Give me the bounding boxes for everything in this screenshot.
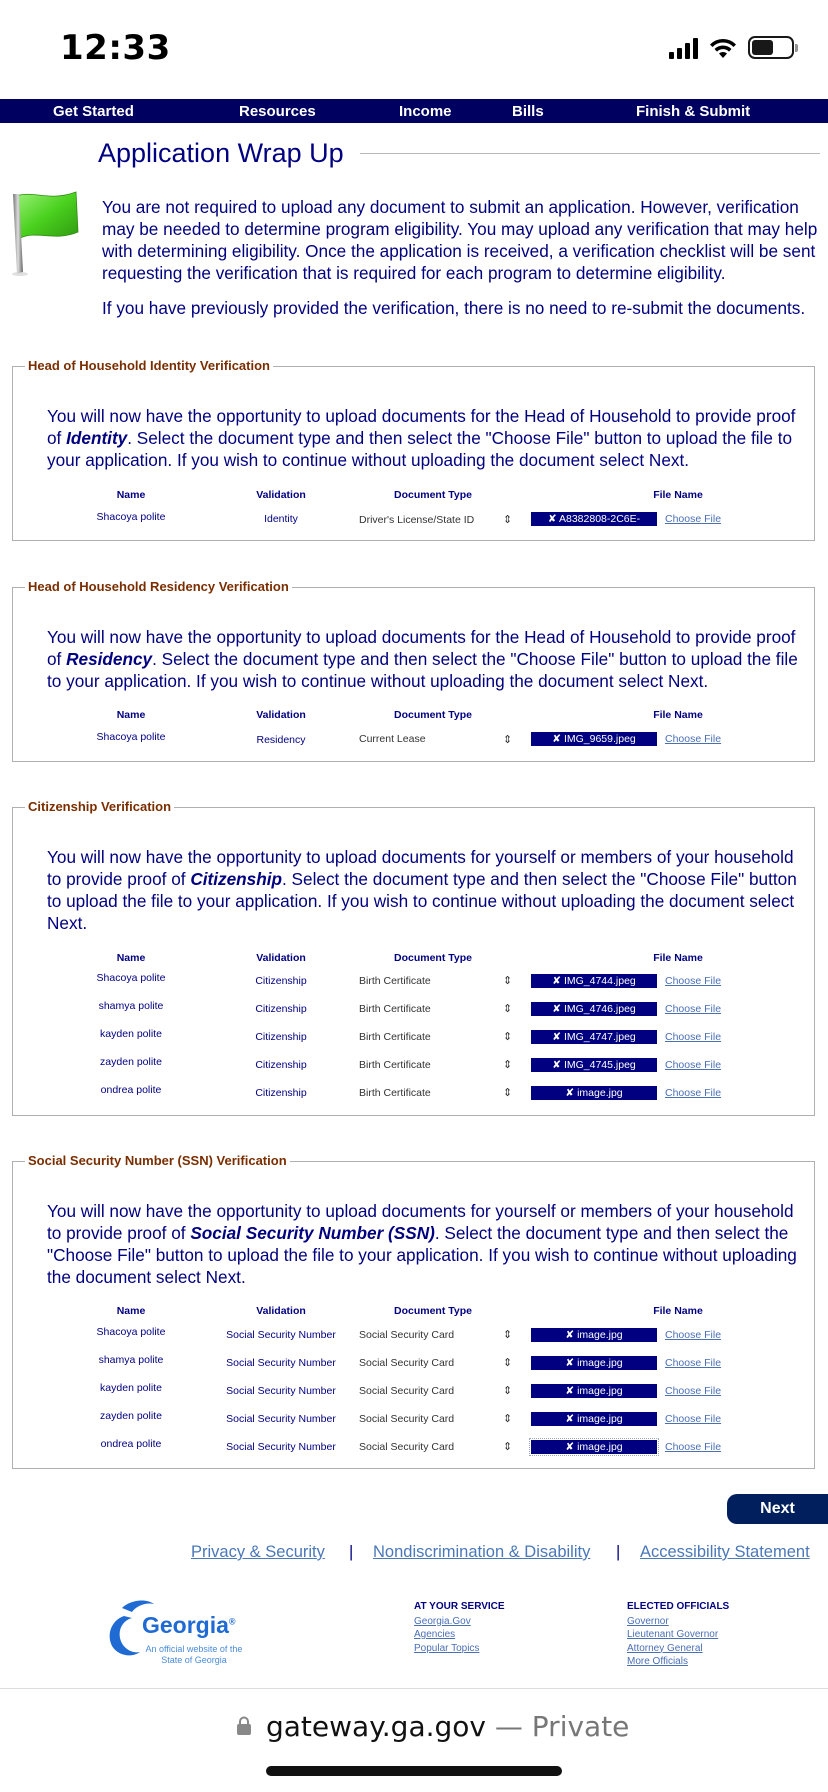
document-type-select[interactable]: Birth Certificate <box>359 1087 431 1099</box>
nav-bills[interactable]: Bills <box>512 103 544 120</box>
section-description: You will now have the opportunity to upload documents for the Head of Household to provide proof of Residency. Select the document type and then select the "Choose File" button to upload the file to your application. If you wish to continue without uploading the document select Next. <box>47 627 798 691</box>
document-type-select[interactable]: Birth Certificate <box>359 1059 431 1071</box>
row-validation: Social Security Number <box>226 1357 336 1369</box>
section-legend: Citizenship Verification <box>25 799 174 814</box>
document-type-select[interactable]: Birth Certificate <box>359 975 431 987</box>
select-chevron-icon: ⇕ <box>503 975 513 987</box>
popular-topics-link[interactable]: Popular Topics <box>414 1642 480 1654</box>
document-type-select[interactable]: Birth Certificate <box>359 1003 431 1015</box>
select-chevron-icon: ⇕ <box>503 1385 513 1397</box>
document-type-select[interactable]: Social Security Card <box>359 1441 455 1453</box>
col-document-type: Document Type <box>394 709 472 721</box>
file-name-box[interactable]: ✘ IMG_4746.jpeg <box>531 1002 657 1016</box>
nav-finish-submit[interactable]: Finish & Submit <box>636 103 751 120</box>
select-chevron-icon: ⇕ <box>503 1413 513 1425</box>
row-name: ondrea polite <box>100 1084 162 1096</box>
nav-get-started[interactable]: Get Started <box>53 103 134 120</box>
row-name: shamya polite <box>98 1000 164 1012</box>
col-document-type: Document Type <box>394 952 472 964</box>
home-indicator <box>266 1766 562 1776</box>
select-chevron-icon: ⇕ <box>503 1003 513 1015</box>
document-type-select[interactable]: Social Security Card <box>359 1413 455 1425</box>
file-name-box[interactable]: ✘ A8382808-2C6E- <box>531 512 657 526</box>
file-name-box[interactable]: ✘ image.jpg <box>531 1086 657 1100</box>
nav-resources[interactable]: Resources <box>239 103 316 120</box>
row-name: Shacoya polite <box>96 1326 166 1338</box>
col-validation: Validation <box>256 709 306 721</box>
elected-officials-title: ELECTED OFFICIALS <box>627 1601 730 1612</box>
choose-file-link[interactable]: Choose File <box>665 1385 722 1397</box>
file-name-box[interactable]: ✘ image.jpg <box>531 1412 657 1426</box>
choose-file-link[interactable]: Choose File <box>665 1031 722 1043</box>
section-description: You will now have the opportunity to upload documents for the Head of Household to provide proof of Identity. Select the document type and then select the "Choose File" button to upload the file to your application. If you wish to continue without uploading the document select Next. <box>47 406 796 470</box>
georgia-gov-link[interactable]: Georgia.Gov <box>414 1615 471 1627</box>
section-legend: Social Security Number (SSN) Verification <box>25 1153 290 1168</box>
signal-icon <box>669 37 698 59</box>
row-name: shamya polite <box>98 1354 164 1366</box>
document-type-select[interactable]: Driver's License/State ID <box>359 514 475 526</box>
col-name: Name <box>116 952 146 964</box>
file-name-box[interactable]: ✘ image.jpg <box>531 1440 657 1454</box>
row-validation: Social Security Number <box>226 1441 336 1453</box>
lieutenant-governor-link[interactable]: Lieutenant Governor <box>627 1629 719 1640</box>
col-validation: Validation <box>256 952 306 964</box>
footer-separator: | <box>349 1543 354 1561</box>
file-name-box[interactable]: ✘ IMG_4745.jpeg <box>531 1058 657 1072</box>
select-chevron-icon: ⇕ <box>503 1441 513 1453</box>
governor-link[interactable]: Governor <box>627 1615 669 1627</box>
file-name-box[interactable]: ✘ IMG_9659.jpeg <box>531 732 657 746</box>
row-name: Shacoya polite <box>96 731 166 743</box>
row-name: kayden polite <box>100 1028 162 1040</box>
row-validation: Social Security Number <box>226 1413 336 1425</box>
section-identity-verification <box>12 358 815 541</box>
col-name: Name <box>116 489 146 501</box>
choose-file-link[interactable]: Choose File <box>665 1059 722 1071</box>
col-validation: Validation <box>256 489 306 501</box>
nondiscrimination-link[interactable]: Nondiscrimination & Disability <box>373 1543 591 1561</box>
row-validation: Citizenship <box>255 975 307 987</box>
row-validation: Citizenship <box>255 1031 307 1043</box>
row-name: Shacoya polite <box>96 511 166 523</box>
choose-file-link[interactable]: Choose File <box>665 1003 722 1015</box>
browser-address-bar <box>0 1700 828 1792</box>
choose-file-link[interactable]: Choose File <box>665 1413 722 1425</box>
choose-file-link[interactable]: Choose File <box>665 1087 722 1099</box>
col-file-name: File Name <box>653 489 703 501</box>
more-officials-link[interactable]: More Officials <box>627 1656 688 1667</box>
section-citizenship-verification <box>12 799 815 1116</box>
choose-file-link[interactable]: Choose File <box>665 975 722 987</box>
section-description: You will now have the opportunity to upload documents for yourself or members of your household to provide proof of Citizenship. Select the document type and then select the "Choose File" button to upload the file to your application. If you wish to continue without uploading the document select Next. <box>47 847 797 933</box>
document-type-select[interactable]: Current Lease <box>359 733 426 745</box>
top-nav <box>0 99 828 123</box>
status-bar <box>0 0 828 98</box>
row-name: Shacoya polite <box>96 972 166 984</box>
file-name-box[interactable]: ✘ IMG_4747.jpeg <box>531 1030 657 1044</box>
row-validation: Residency <box>256 734 306 746</box>
footer-divider <box>0 1688 828 1689</box>
document-type-select[interactable]: Social Security Card <box>359 1329 455 1341</box>
col-file-name: File Name <box>653 709 703 721</box>
status-time: 12:33 <box>60 28 171 68</box>
row-validation: Social Security Number <box>226 1329 336 1341</box>
section-description: You will now have the opportunity to upload documents for yourself or members of your household to provide proof of Social Security Number (SSN). Select the document type and then select the "Choose File" button to upload the file to your application. If you wish to continue without uploading the document select Next. <box>47 1201 797 1287</box>
document-type-select[interactable]: Birth Certificate <box>359 1031 431 1043</box>
select-chevron-icon: ⇕ <box>503 514 513 526</box>
row-name: kayden polite <box>100 1382 162 1394</box>
nav-income[interactable]: Income <box>399 103 452 120</box>
row-validation: Citizenship <box>255 1059 307 1071</box>
section-ssn-verification <box>12 1153 815 1469</box>
intro-paragraph-1: You are not required to upload any document to submit an application. However, verification may be needed to determine program eligibility. You may upload any verification that may help with determining eligibility. Once the application is received, a verification checklist will be sent requesting the verification that is required for each program to determine eligibility. <box>102 197 818 283</box>
select-chevron-icon: ⇕ <box>503 1087 513 1099</box>
flag-icon <box>4 188 84 278</box>
file-name-box[interactable]: ✘ image.jpg <box>531 1384 657 1398</box>
lock-icon <box>236 1716 252 1736</box>
col-name: Name <box>116 1305 146 1317</box>
select-chevron-icon: ⇕ <box>503 1329 513 1341</box>
select-chevron-icon: ⇕ <box>503 1357 513 1369</box>
georgia-official-text: An official website of the State of Georgia <box>145 1644 243 1665</box>
at-your-service <box>414 1600 505 1655</box>
status-icons <box>669 36 794 59</box>
privacy-security-link[interactable]: Privacy & Security <box>191 1543 325 1561</box>
accessibility-statement-link[interactable]: Accessibility Statement <box>640 1543 810 1561</box>
attorney-general-link[interactable]: Attorney General <box>627 1642 703 1654</box>
select-chevron-icon: ⇕ <box>503 734 513 746</box>
battery-icon <box>748 36 794 59</box>
section-residency-verification <box>12 579 815 762</box>
choose-file-link[interactable]: Choose File <box>665 733 722 745</box>
elected-officials <box>627 1600 729 1669</box>
url-text[interactable]: gateway.ga.gov — Private <box>266 1710 630 1743</box>
row-validation: Citizenship <box>255 1087 307 1099</box>
page-title: Application Wrap Up <box>98 138 348 169</box>
section-legend: Head of Household Identity Verification <box>25 358 273 373</box>
file-name-box[interactable]: ✘ image.jpg <box>531 1356 657 1370</box>
at-your-service-title: AT YOUR SERVICE <box>414 1601 505 1612</box>
select-chevron-icon: ⇕ <box>503 1059 513 1071</box>
col-document-type: Document Type <box>394 489 472 501</box>
row-name: zayden polite <box>100 1056 162 1068</box>
agencies-link[interactable]: Agencies <box>414 1629 456 1640</box>
row-validation: Identity <box>264 513 298 525</box>
choose-file-link[interactable]: Choose File <box>665 1329 722 1341</box>
choose-file-link[interactable]: Choose File <box>665 513 722 525</box>
choose-file-link[interactable]: Choose File <box>665 1357 722 1369</box>
col-file-name: File Name <box>653 952 703 964</box>
col-document-type: Document Type <box>394 1305 472 1317</box>
document-type-select[interactable]: Social Security Card <box>359 1357 455 1369</box>
title-rule <box>360 153 820 154</box>
intro-paragraph-2: If you have previously provided the verification, there is no need to re-submit the documents. <box>102 298 806 318</box>
row-validation: Social Security Number <box>226 1385 336 1397</box>
document-type-select[interactable]: Social Security Card <box>359 1385 455 1397</box>
section-legend: Head of Household Residency Verification <box>25 579 292 594</box>
file-name-box[interactable]: ✘ IMG_4744.jpeg <box>531 974 657 988</box>
row-name: zayden polite <box>100 1410 162 1422</box>
footer-separator: | <box>616 1543 621 1561</box>
col-validation: Validation <box>256 1305 306 1317</box>
col-name: Name <box>116 709 146 721</box>
georgia-wordmark: Georgia® <box>142 1612 236 1638</box>
choose-file-link[interactable]: Choose File <box>665 1441 722 1453</box>
intro-text <box>102 196 828 332</box>
wifi-icon <box>708 37 738 59</box>
row-name: ondrea polite <box>100 1438 162 1450</box>
col-file-name: File Name <box>653 1305 703 1317</box>
next-button[interactable]: Next <box>727 1494 828 1524</box>
file-name-box[interactable]: ✘ image.jpg <box>531 1328 657 1342</box>
row-validation: Citizenship <box>255 1003 307 1015</box>
select-chevron-icon: ⇕ <box>503 1031 513 1043</box>
